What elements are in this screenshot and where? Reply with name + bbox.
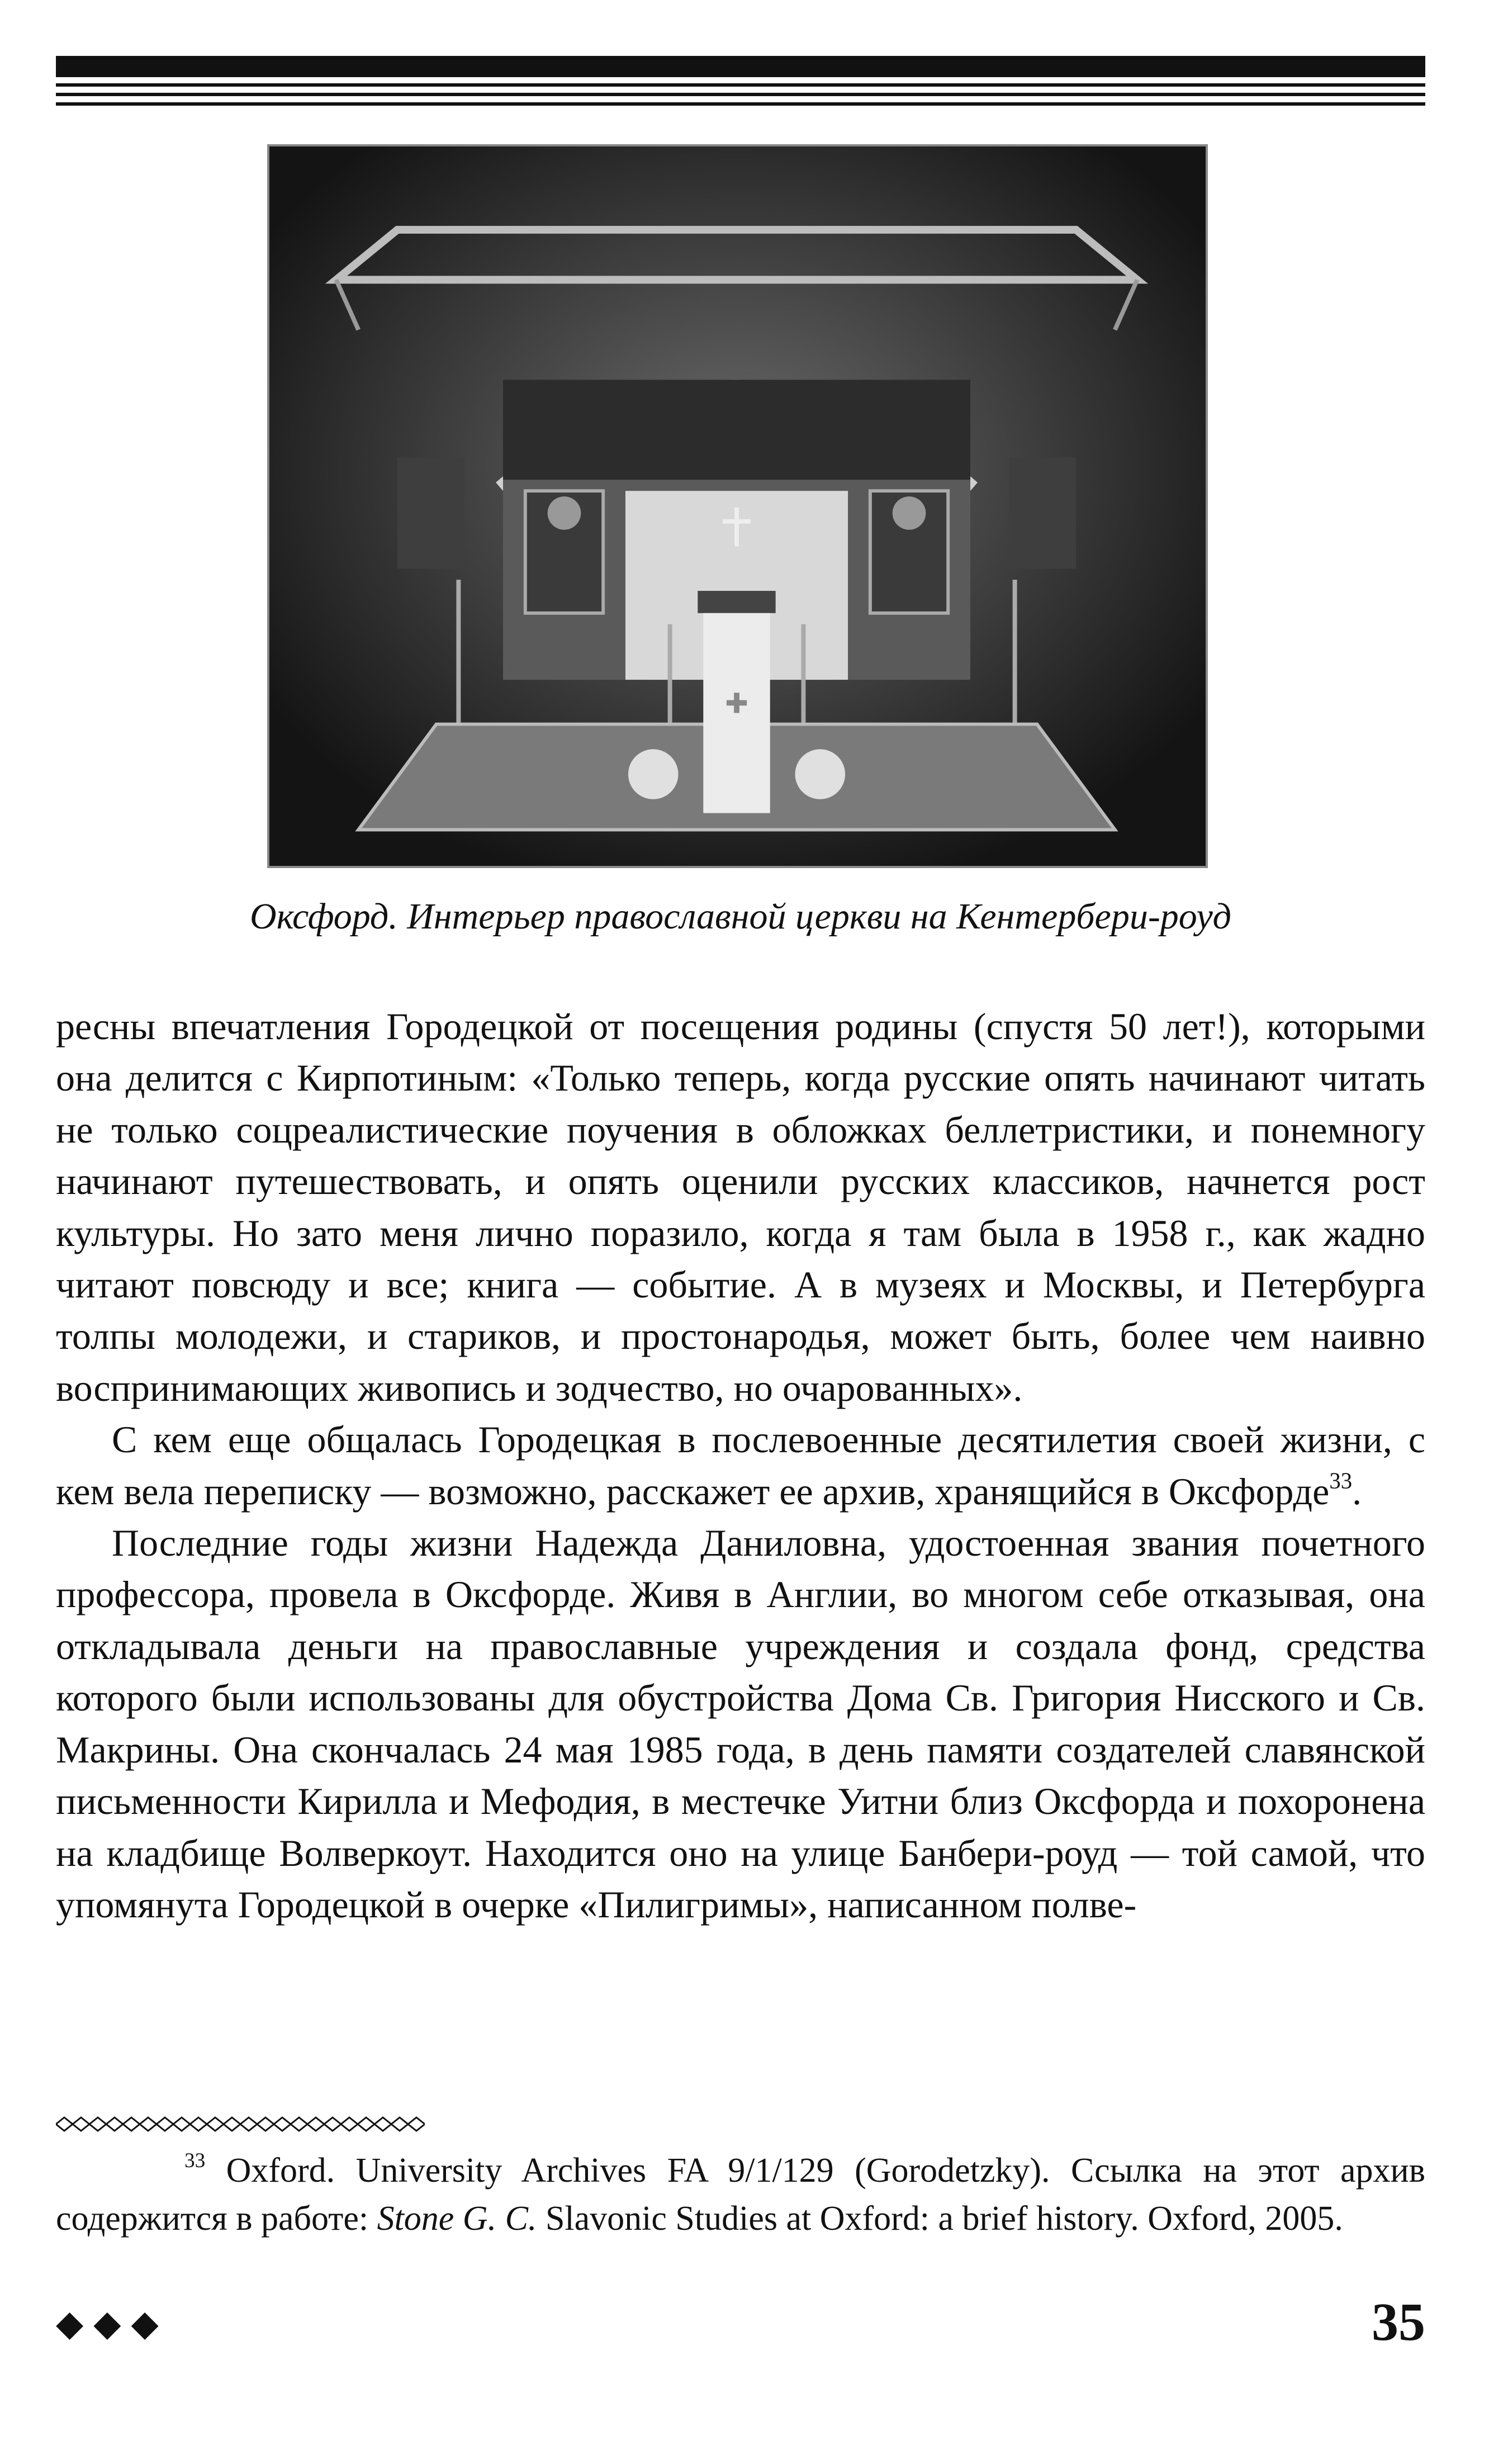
footnote-text: Oxford. University Archives FA 9/1/129 (Gorodetzky). Ссылка на этот архив содержится в работе: bbox=[56, 2152, 1425, 2238]
paragraph bbox=[56, 1414, 1425, 1517]
footer-ornament-icon: ◆◆◆ bbox=[56, 2303, 169, 2344]
main-text bbox=[56, 1001, 1425, 1930]
footnote-separator bbox=[56, 2114, 425, 2134]
photo-illustration bbox=[269, 146, 1206, 866]
photo-caption: Оксфорд. Интерьер православной церкви на Кентербери-роуд bbox=[250, 896, 1231, 937]
header-rule bbox=[56, 56, 1425, 106]
svg-text:✚: ✚ bbox=[725, 687, 748, 720]
footnote bbox=[56, 2146, 1425, 2243]
paragraph-text: С кем еще общалась Городецкая в послевоенные десятилетия своей жизни, с кем вела переписку — возможно, расскажет ее архив, хранящийся в Оксфорде bbox=[56, 1418, 1425, 1513]
footnote-reference[interactable]: 33 bbox=[1329, 1468, 1353, 1494]
footnote-author: Stone G. C. bbox=[377, 2200, 537, 2238]
paragraph: Последние годы жизни Надежда Даниловна, удостоенная звания почетного профессора, провела в Оксфорде. Живя в Англии, во многом себе отказывая, она откладывала деньги на православные учреждения и создала фонд, средства которого были использованы для обустройства Дома Св. Григория Нисского и Св. Макрины. Она скончалась 24 мая 1985 года, в день памяти создателей славянской письменности Кирилла и Мефодия, в местечке Уитни близ Оксфорда и похоронена на кладбище Волверкоут. Находится оно на улице Банбери-роуд — той самой, что упомянута Городецкой в очерке «Пилигримы», написанном полве- bbox=[56, 1522, 1425, 1926]
footnote-33 bbox=[56, 2146, 1425, 2243]
paragraph-end: . bbox=[1352, 1470, 1362, 1513]
footnote-text-end: Slavonic Studies at Oxford: a brief history. Oxford, 2005. bbox=[537, 2200, 1343, 2238]
church-interior-photo bbox=[267, 144, 1208, 868]
paragraph: ресны впечатления Городецкой от посещения родины (спустя 50 лет!), которыми она делится с Кирпотиным: «Только теперь, когда русские опять начинают читать не только соцреалистические поучения в обложках беллетристики, и понемногу начинают путешествовать, и опять оценили русских классиков, начнется рост культуры. Но зато меня лично поразило, когда я там была в 1958 г., как жадно читают повсюду и все; книга — событие. А в музеях и Москвы, и Петербурга толпы молодежи, и стариков, и простонародья, может быть, более чем наивно воспринимающих живопись и зодчество, но очарованных». bbox=[56, 1005, 1425, 1409]
page-number: 35 bbox=[1372, 2292, 1425, 2352]
footnote-number: 33 bbox=[184, 2149, 206, 2172]
